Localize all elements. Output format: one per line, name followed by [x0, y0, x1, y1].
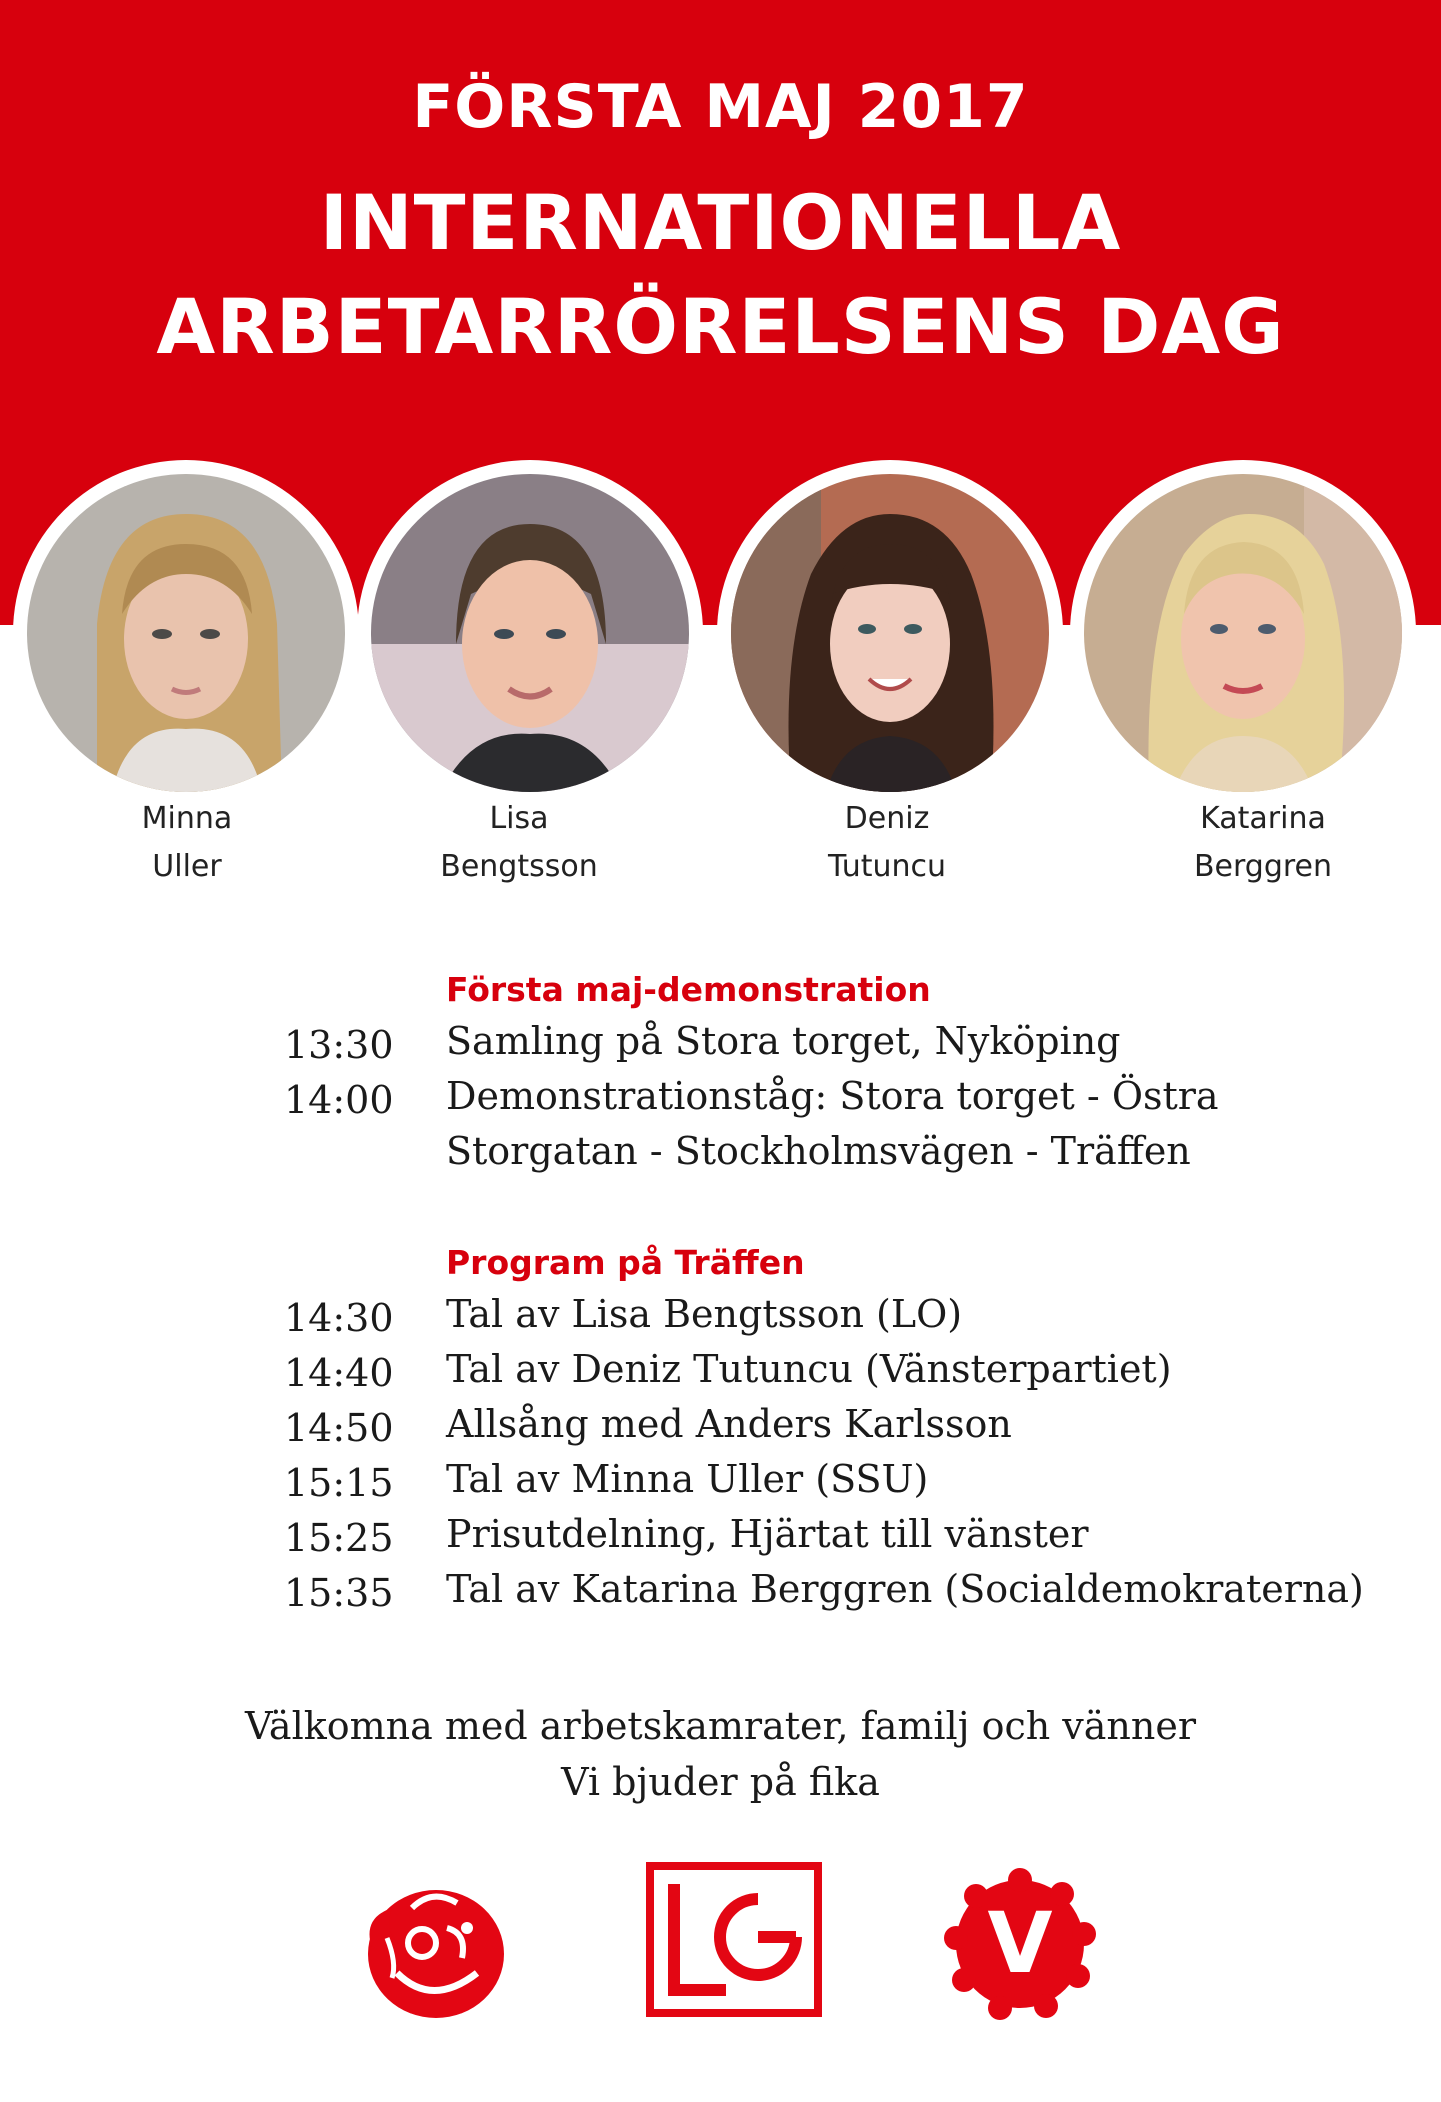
event-title-line2: ARBETARRÖRELSENS DAG	[156, 282, 1285, 371]
event-date: FÖRSTA MAJ 2017	[412, 72, 1029, 142]
portrait-minna-uller	[13, 460, 359, 806]
speaker-name: Katarina Berggren	[1193, 801, 1333, 884]
vansterpartiet-logo-letter: V	[987, 1894, 1053, 1992]
schedule-time: 15:35	[284, 1571, 394, 1615]
schedule-time: 15:25	[284, 1516, 394, 1560]
schedule-text: Samling på Stora torget, Nyköping	[446, 1019, 1121, 1063]
schedule-text: Tal av Lisa Bengtsson (LO)	[446, 1292, 963, 1336]
photo-katarina-berggren	[1084, 474, 1402, 792]
schedule-text-continued: Storgatan - Stockholmsvägen - Träffen	[446, 1129, 1191, 1173]
schedule-text: Tal av Katarina Berggren (Socialdemokraterna)	[446, 1567, 1364, 1611]
schedule-time: 14:00	[284, 1078, 394, 1122]
schedule-text: Demonstrationståg: Stora torget - Östra	[446, 1074, 1219, 1118]
fika-text: Vi bjuder på fika	[561, 1760, 880, 1804]
schedule-text: Allsång med Anders Karlsson	[446, 1402, 1012, 1446]
schedule-text: Tal av Deniz Tutuncu (Vänsterpartiet)	[446, 1347, 1172, 1391]
portrait-deniz-tutuncu	[717, 460, 1063, 806]
schedule-text: Prisutdelning, Hjärtat till vänster	[446, 1512, 1089, 1556]
speaker-name: Deniz Tutuncu	[827, 801, 947, 884]
photo-deniz-tutuncu	[731, 474, 1049, 792]
portrait-lisa-bengtsson	[357, 460, 703, 806]
speaker-name: Lisa Bengtsson	[440, 801, 598, 884]
program-heading: Program på Träffen	[446, 1243, 805, 1282]
schedule-time: 15:15	[284, 1461, 394, 1505]
schedule-time: 13:30	[284, 1023, 394, 1067]
socialdemokraterna-rose-logo	[352, 1878, 512, 2028]
photo-lisa-bengtsson	[371, 474, 689, 792]
welcome-text: Välkomna med arbetskamrater, familj och vänner	[244, 1704, 1197, 1748]
speaker-name: Minna Uller	[141, 801, 233, 884]
schedule-text: Tal av Minna Uller (SSU)	[446, 1457, 929, 1501]
vansterpartiet-logo	[942, 1866, 1098, 2022]
demonstration-heading: Första maj-demonstration	[446, 970, 931, 1009]
schedule-time: 14:50	[284, 1406, 394, 1450]
schedule-time: 14:30	[284, 1296, 394, 1340]
portrait-katarina-berggren	[1070, 460, 1416, 806]
event-title-line1: INTERNATIONELLA	[319, 178, 1122, 267]
schedule-time: 14:40	[284, 1351, 394, 1395]
photo-minna-uller	[27, 474, 345, 792]
lo-logo	[646, 1862, 822, 2017]
